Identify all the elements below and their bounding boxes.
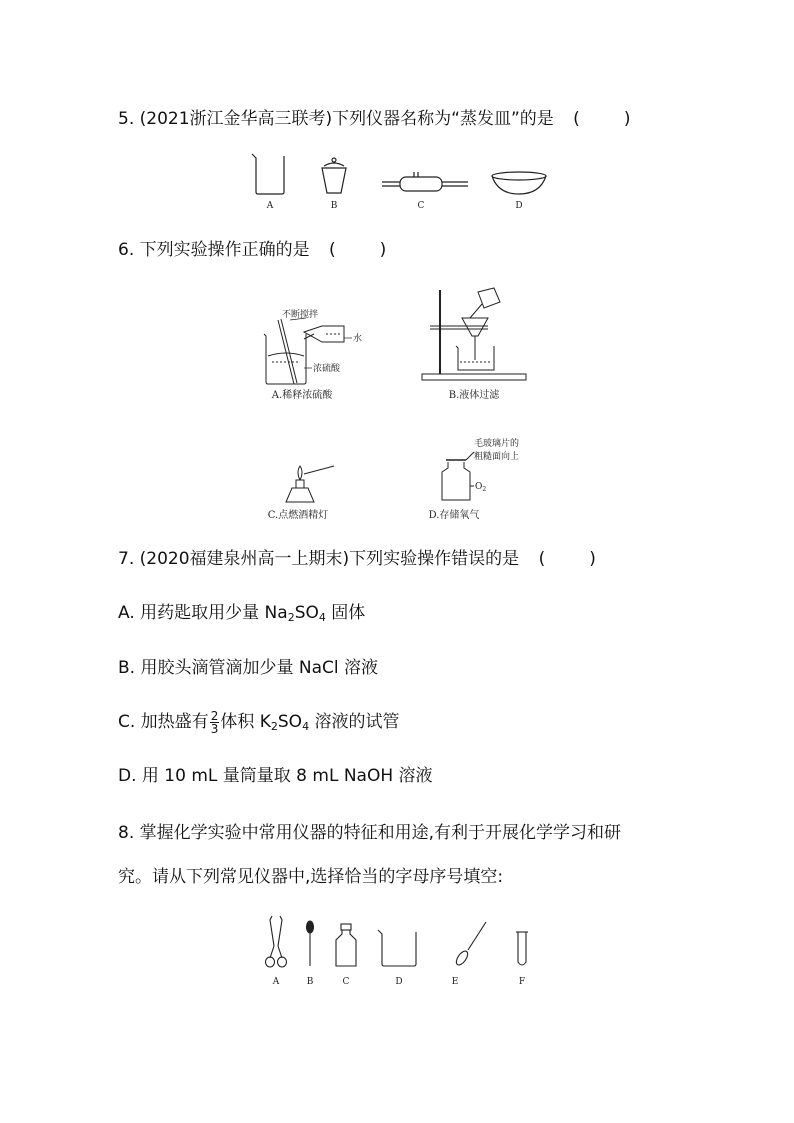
question-6: [118, 237, 386, 263]
q6-fig-b-caption: B.液体过滤: [448, 390, 500, 401]
q8-bottle-c: [336, 924, 356, 966]
q5-label-a: A: [266, 201, 274, 211]
q6-paren-open: (: [329, 240, 336, 260]
q8-line1-text: 8. 掌握化学实验中常用仪器的特征和用途,有利于开展化学学习和研: [118, 823, 622, 843]
q7-opt-c-sub2: 4: [302, 720, 310, 733]
q5-figure: [240, 146, 560, 214]
q8-line-1: [118, 820, 621, 846]
question-5: [118, 106, 630, 132]
q6-fig-a-annot-water: 水: [353, 334, 363, 344]
q6-fig-d-annot-1: 毛玻璃片的: [474, 439, 520, 449]
q8-label-c: C: [342, 977, 350, 987]
q7-opt-a-mid: SO: [294, 603, 319, 623]
q7-paren-close: ): [589, 549, 596, 569]
q7-opt-a-post: 固体: [325, 603, 366, 623]
q7-opt-a-sub1: 2: [287, 611, 295, 624]
q8-label-d: D: [395, 977, 403, 987]
q6-fig-b-filtration: [422, 288, 526, 380]
q6-fig-c-alcohol-lamp: [286, 466, 334, 502]
q7-option-a: [118, 600, 365, 631]
q8-dropper-b: [307, 921, 314, 966]
q5-text: 5. (2021浙江金华高三联考)下列仪器名称为“蒸发皿”的是: [118, 109, 554, 129]
q6-figure: [256, 284, 556, 524]
q5-label-d: D: [515, 201, 523, 211]
q7-opt-b-text: B. 用胶头滴管滴加少量 NaCl 溶液: [118, 658, 379, 678]
q7-opt-a-pre: A. 用药匙取用少量 Na: [118, 603, 288, 623]
q7-text: 7. (2020福建泉州高一上期末)下列实验操作错误的是: [118, 549, 520, 569]
q7-opt-c-sub1: 2: [270, 720, 278, 733]
q7-option-c: [118, 709, 399, 740]
q7-opt-c-pre: C. 加热盛有: [118, 712, 209, 732]
q6-fig-d-gas: $O_2$: [475, 482, 487, 493]
q7-opt-a-sub2: 4: [318, 611, 326, 624]
q8-beaker-d: [378, 930, 416, 966]
q7-opt-c-mid2: SO: [277, 712, 303, 732]
q7-option-d: [118, 763, 433, 789]
q5-paren-close: ): [623, 109, 631, 129]
q6-fig-a-caption: A.稀释浓硫酸: [271, 390, 333, 401]
q7-opt-d-text: D. 用 10 mL 量筒量取 8 mL NaOH 溶液: [118, 766, 433, 786]
q7-opt-c-num: 2: [210, 708, 219, 723]
q8-tongs-a: [266, 916, 287, 967]
q7-option-b: [118, 655, 378, 681]
q8-figure: [258, 912, 538, 992]
q6-fig-c-caption: C.点燃酒精灯: [267, 510, 329, 521]
q7-opt-c-post: 溶液的试管: [309, 712, 400, 732]
q7-paren-open: (: [538, 549, 546, 569]
q6-text: 6. 下列实验操作正确的是: [118, 240, 310, 260]
q5-tube-c: [382, 172, 468, 191]
q6-fig-d-storing-oxygen: [442, 452, 474, 500]
q5-crucible-b: [322, 158, 346, 193]
q5-beaker-a: [252, 154, 284, 194]
q5-label-b: B: [330, 201, 338, 211]
q6-fig-a-annot-acid: 浓硫酸: [313, 364, 341, 374]
q6-fig-d-annot-2: 粗糙面向上: [474, 452, 520, 462]
q8-label-b: B: [306, 977, 314, 987]
q8-line-2: [118, 864, 503, 890]
q8-label-a: A: [272, 977, 280, 987]
question-7: [118, 546, 596, 572]
q7-opt-c-mid: 体积 K: [220, 712, 271, 732]
q5-paren-open: (: [573, 109, 580, 129]
q8-line2-text: 究。请从下列常见仪器中,选择恰当的字母序号填空:: [118, 867, 504, 887]
q6-paren-close: ): [379, 240, 387, 260]
q8-label-e: E: [451, 977, 459, 987]
q7-opt-c-den: 3: [210, 721, 219, 736]
q8-spoon-e: [454, 922, 486, 967]
q6-fig-d-caption: D.存储氧气: [428, 510, 480, 521]
q8-label-f: F: [518, 977, 526, 987]
q8-test-tube-f: [516, 932, 528, 965]
q6-fig-a-diluting-acid: [264, 319, 344, 384]
q7-opt-c-fraction: [210, 710, 220, 735]
q5-evaporating-dish-d: [492, 172, 546, 194]
q6-fig-a-annot-stir: 不断搅拌: [282, 310, 319, 320]
q5-label-c: C: [417, 201, 425, 211]
